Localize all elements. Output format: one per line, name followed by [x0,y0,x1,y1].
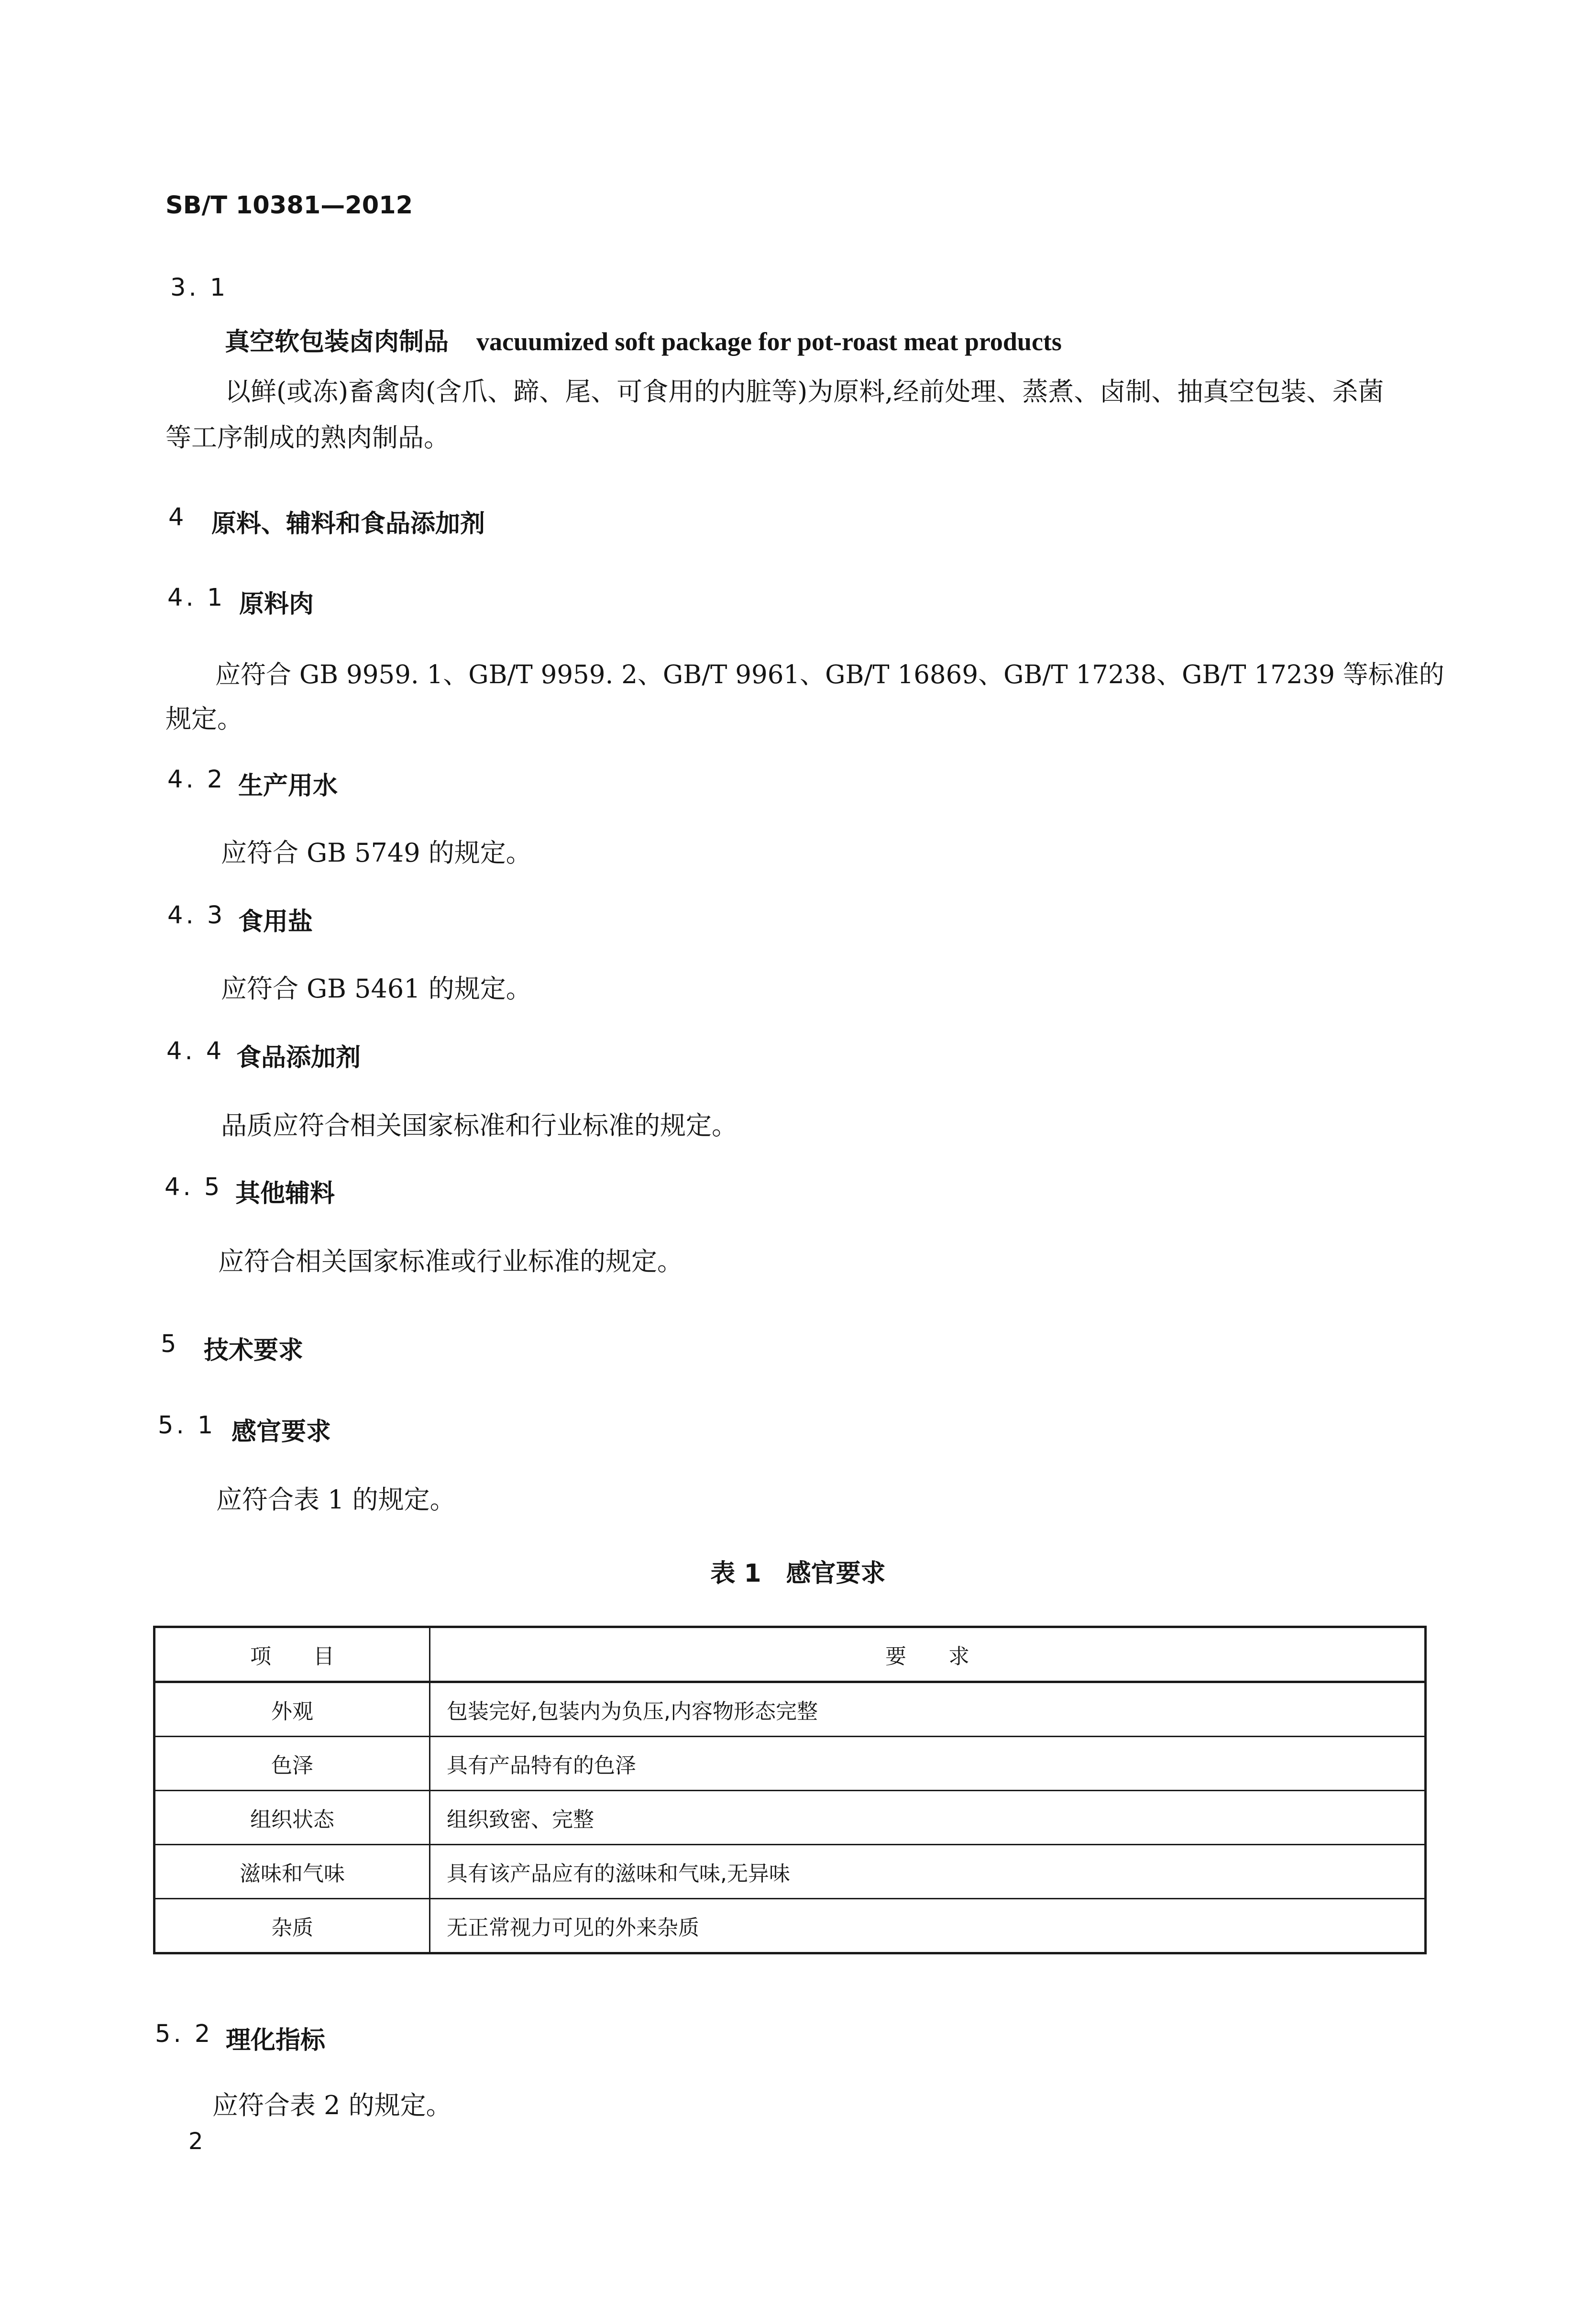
table-cell-item: 外观 [154,1682,430,1737]
section-4-2-number: 4. 2 [167,765,226,794]
section-4-5-text: 应符合相关国家标准或行业标准的规定。 [218,1246,683,1276]
section-3-1-number: 3. 1 [170,274,229,302]
section-4-3-number: 4. 3 [167,901,226,930]
table-row [154,1737,1426,1791]
section-4-3-text: 应符合 GB 5461 的规定。 [221,974,532,1004]
term-english: vacuumized soft package for pot-roast meat products [476,327,1062,356]
section-5-1-text: 应符合表 1 的规定。 [216,1485,456,1515]
page-number: 2 [188,2128,203,2155]
term-chinese: 真空软包装卤肉制品 [225,328,449,356]
section-5-2-title: 理化指标 [226,2026,326,2055]
section-4-title: 原料、辅料和食品添加剂 [211,510,485,538]
table-cell-item: 色泽 [154,1737,430,1791]
section-4-4-title: 食品添加剂 [236,1043,361,1072]
table-row [154,1899,1426,1953]
section-4-1-number: 4. 1 [167,584,226,612]
section-4-2-title: 生产用水 [238,772,338,800]
term-3-1 [225,322,1062,357]
table-cell-requirement: 无正常视力可见的外来杂质 [430,1899,1426,1953]
section-4-5-title: 其他辅料 [235,1179,335,1208]
section-5-2-number: 5. 2 [155,2020,213,2048]
section-5-1-number: 5. 1 [158,1411,216,1440]
table-cell-item: 杂质 [154,1899,430,1953]
section-4-number: 4 [168,503,187,532]
table-row [154,1791,1426,1845]
section-4-5-number: 4. 5 [165,1173,223,1201]
definition-line-1: 以鲜(或冻)畜禽肉(含爪、蹄、尾、可食用的内脏等)为原料,经前处理、蒸煮、卤制、抽真空包装、杀菌 [225,377,1384,407]
sensory-requirements-table [153,1626,1427,1954]
section-4-1-text-line-1: 应符合 GB 9959. 1、GB/T 9959. 2、GB/T 9961、GB/T 16869、GB/T 17238、GB/T 17239 等标准的 [215,660,1444,689]
section-4-4-number: 4. 4 [166,1037,225,1065]
table-header-row [154,1627,1426,1682]
table-row [154,1682,1426,1737]
table-cell-requirement: 具有该产品应有的滋味和气味,无异味 [430,1845,1426,1899]
document-header: SB/T 10381—2012 [165,191,413,220]
table-row [154,1845,1426,1899]
section-5-number: 5 [161,1330,179,1358]
section-4-4-text: 品质应符合相关国家标准和行业标准的规定。 [221,1110,737,1141]
table-cell-requirement: 包装完好,包装内为负压,内容物形态完整 [430,1682,1426,1737]
section-4-1-title: 原料肉 [239,590,314,619]
table-cell-item: 滋味和气味 [154,1845,430,1899]
table-1-caption: 表 1 感官要求 [710,1559,886,1588]
section-4-2-text: 应符合 GB 5749 的规定。 [221,838,532,868]
table-cell-item: 组织状态 [154,1791,430,1845]
section-5-2-text: 应符合表 2 的规定。 [212,2090,452,2120]
section-5-title: 技术要求 [204,1336,304,1365]
section-4-1-text-line-2: 规定。 [165,704,243,734]
table-header-requirement: 要 求 [430,1627,1426,1682]
table-header-item: 项 目 [154,1627,430,1682]
definition-line-2: 等工序制成的熟肉制品。 [165,422,450,453]
table-cell-requirement: 具有产品特有的色泽 [430,1737,1426,1791]
section-4-3-title: 食用盐 [238,908,313,936]
section-5-1-title: 感官要求 [231,1418,331,1446]
table-cell-requirement: 组织致密、完整 [430,1791,1426,1845]
